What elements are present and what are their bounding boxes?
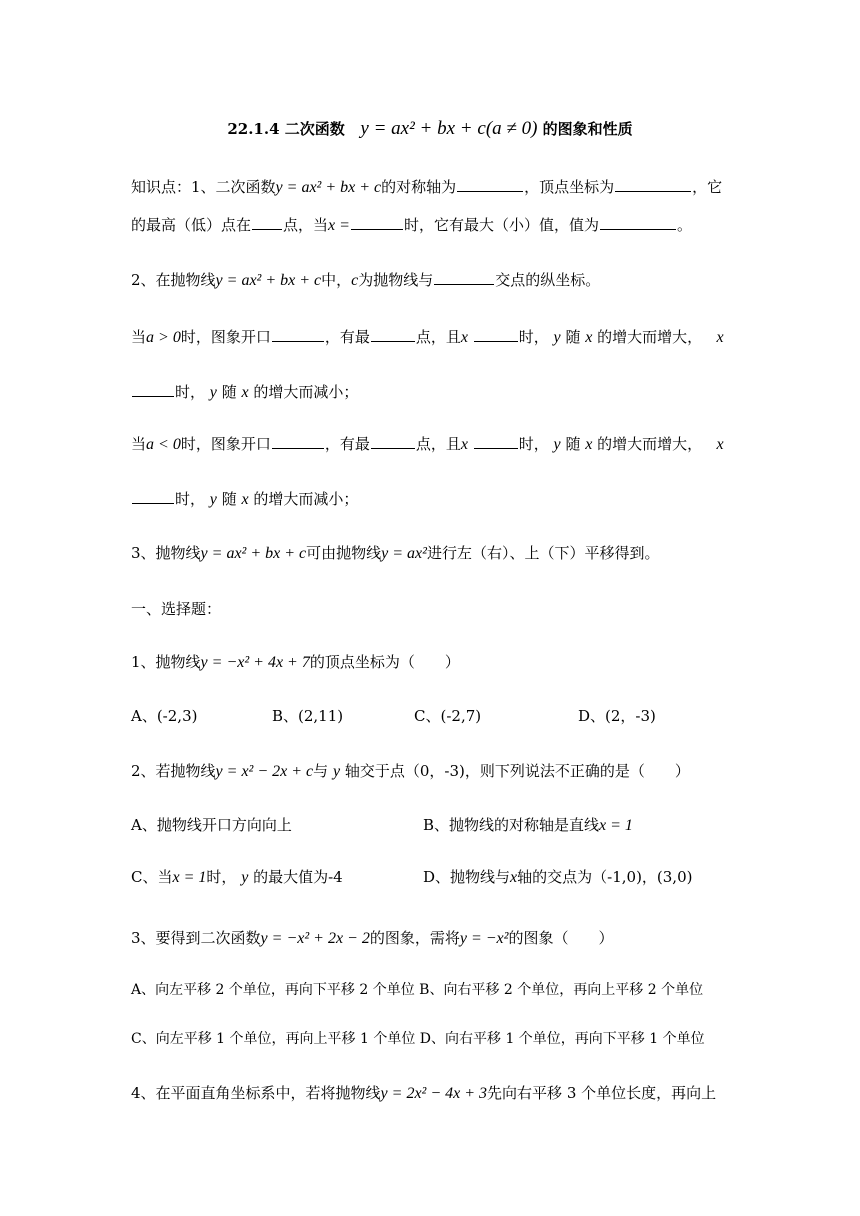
- fill-blank[interactable]: [371, 327, 415, 342]
- text: B、抛物线的对称轴是直线: [423, 816, 600, 834]
- text: ，它: [692, 178, 723, 196]
- text: 1、抛物线: [131, 653, 201, 671]
- equation: x: [716, 436, 724, 453]
- equation: a < 0: [146, 436, 181, 453]
- equation: x: [716, 329, 724, 346]
- text: 当: [131, 328, 147, 346]
- equation: y = ax² + bx + c: [275, 179, 382, 196]
- text: 中，: [321, 271, 352, 289]
- text: 轴交于点（0，-3)，则下列说法不正确的是（ ）: [344, 762, 690, 780]
- equation: x: [460, 329, 468, 346]
- equation: y: [553, 436, 561, 453]
- q2-option-b[interactable]: [423, 813, 633, 838]
- title-suffix: 的图象和性质: [542, 120, 633, 138]
- knowledge-line-1: [131, 175, 740, 200]
- text: 4、在平面直角坐标系中，若将抛物线: [131, 1084, 381, 1102]
- fill-blank[interactable]: [474, 327, 518, 342]
- text: 点，且: [415, 435, 461, 453]
- text: 时，: [206, 868, 237, 886]
- equation: y = x² − 2x + c: [215, 763, 314, 780]
- equation: y = −x² + 4x + 7: [200, 654, 310, 671]
- equation: x: [585, 436, 593, 453]
- text: 随: [565, 435, 581, 453]
- q1-option-d[interactable]: D、(2，-3): [578, 707, 656, 725]
- text: ，有最: [324, 328, 370, 346]
- text: 时，图象开口: [180, 328, 271, 346]
- question-1: [131, 650, 740, 675]
- text: 。: [676, 216, 692, 234]
- text: ，有最: [324, 435, 370, 453]
- q1-option-c[interactable]: C、(-2,7): [414, 707, 482, 725]
- text: 与: [313, 762, 329, 780]
- knowledge-line-2: [131, 213, 740, 238]
- equation: y = −x² + 2x − 2: [260, 930, 370, 947]
- equation: x = 1: [599, 817, 633, 834]
- title-prefix: 22.1.4 二次函数: [227, 120, 345, 138]
- section-heading: 一、选择题：: [131, 600, 222, 618]
- question-3: [131, 926, 740, 951]
- q3-options-cd[interactable]: C、向左平移 1 个单位，再向上平移 1 个单位 D、向右平移 1 个单位，再向下平移 1 个单位: [131, 1031, 705, 1047]
- fill-blank[interactable]: [132, 382, 174, 397]
- equation: x: [585, 329, 593, 346]
- fill-blank[interactable]: [600, 215, 676, 230]
- question-2: [131, 759, 740, 784]
- knowledge-line-4: [131, 325, 740, 350]
- text: 时，它有最大（小）值，值为: [403, 216, 599, 234]
- text: C、当: [131, 868, 173, 886]
- equation: x: [460, 436, 468, 453]
- text: 知识点：1、二次函数: [131, 178, 276, 196]
- q2-option-c[interactable]: [131, 865, 343, 890]
- equation: x: [241, 384, 249, 401]
- q1-option-b[interactable]: B、(2,11): [272, 707, 344, 725]
- text: 点，且: [415, 328, 461, 346]
- knowledge-line-8: [131, 541, 740, 566]
- fill-blank[interactable]: [457, 177, 523, 192]
- text: 的最高（低）点在: [131, 216, 252, 234]
- text: 时，: [518, 328, 549, 346]
- text: ，顶点坐标为: [524, 178, 615, 196]
- text: 点，当: [283, 216, 329, 234]
- equation: y: [209, 384, 217, 401]
- fill-blank[interactable]: [351, 215, 403, 230]
- fill-blank[interactable]: [474, 434, 518, 449]
- knowledge-line-6: [131, 432, 740, 457]
- q3-options-ab[interactable]: A、向左平移 2 个单位，再向下平移 2 个单位 B、向右平移 2 个单位，再向上平移 2 个单位: [131, 982, 704, 998]
- text: D、抛物线与: [423, 868, 511, 886]
- text: 的图象，需将: [369, 929, 460, 947]
- q2-option-d[interactable]: [423, 865, 692, 890]
- equation: y = ax² + bx + c: [215, 272, 322, 289]
- text: 的对称轴为: [381, 178, 457, 196]
- equation: y = −x²: [459, 930, 509, 947]
- knowledge-line-5: [131, 380, 740, 405]
- equation: c: [351, 272, 359, 289]
- text: 的增大而减小；: [253, 490, 359, 508]
- fill-blank[interactable]: [272, 434, 324, 449]
- page-title: [0, 114, 860, 144]
- equation: y = ax² + bx + c: [200, 545, 307, 562]
- equation: y: [553, 329, 561, 346]
- text: 2、在抛物线: [131, 271, 216, 289]
- text: 先向右平移 3 个单位长度，再向上: [487, 1084, 717, 1102]
- text: 2、若抛物线: [131, 762, 216, 780]
- question-4: [131, 1081, 740, 1106]
- text: 随: [221, 490, 237, 508]
- q1-option-a[interactable]: A、(-2,3): [131, 707, 198, 725]
- equation: x: [241, 491, 249, 508]
- text: 的最大值为-4: [253, 868, 343, 886]
- text: 的增大而增大，: [597, 328, 703, 346]
- text: 3、抛物线: [131, 544, 201, 562]
- knowledge-line-7: [131, 487, 740, 512]
- title-equation: y = ax² + bx + c(a ≠ 0): [360, 118, 538, 139]
- text: 交点的纵坐标。: [495, 271, 601, 289]
- text: 当: [131, 435, 147, 453]
- equation: x: [510, 869, 518, 886]
- equation: x = 1: [172, 869, 207, 886]
- text: 的图象（ ）: [508, 929, 614, 947]
- text: 时，: [175, 490, 206, 508]
- text: 为抛物线与: [358, 271, 434, 289]
- text: 的增大而增大，: [597, 435, 703, 453]
- text: 随: [221, 383, 237, 401]
- text: 的增大而减小；: [253, 383, 359, 401]
- fill-blank[interactable]: [434, 270, 494, 285]
- text: 的顶点坐标为（ ）: [309, 653, 460, 671]
- knowledge-line-3: [131, 268, 740, 293]
- text: 轴的交点为（-1,0)，(3,0): [517, 868, 693, 886]
- text: 可由抛物线: [306, 544, 382, 562]
- fill-blank[interactable]: [371, 434, 415, 449]
- text: 进行左（右）、上（下）平移得到。: [426, 544, 660, 562]
- equation: y: [209, 491, 217, 508]
- equation: y: [241, 869, 249, 886]
- text: 时，图象开口: [180, 435, 271, 453]
- fill-blank[interactable]: [615, 177, 691, 192]
- fill-blank[interactable]: [252, 215, 282, 230]
- fill-blank[interactable]: [132, 489, 174, 504]
- equation: y: [332, 763, 341, 780]
- equation: a > 0: [146, 329, 181, 346]
- text: 随: [565, 328, 581, 346]
- q2-option-a[interactable]: A、抛物线开口方向向上: [131, 816, 292, 834]
- text: 3、要得到二次函数: [131, 929, 261, 947]
- equation: y = 2x² − 4x + 3: [380, 1085, 488, 1102]
- text: 时，: [518, 435, 549, 453]
- fill-blank[interactable]: [272, 327, 324, 342]
- equation: x =: [328, 217, 350, 234]
- equation: y = ax²: [381, 545, 427, 562]
- text: 时，: [175, 383, 206, 401]
